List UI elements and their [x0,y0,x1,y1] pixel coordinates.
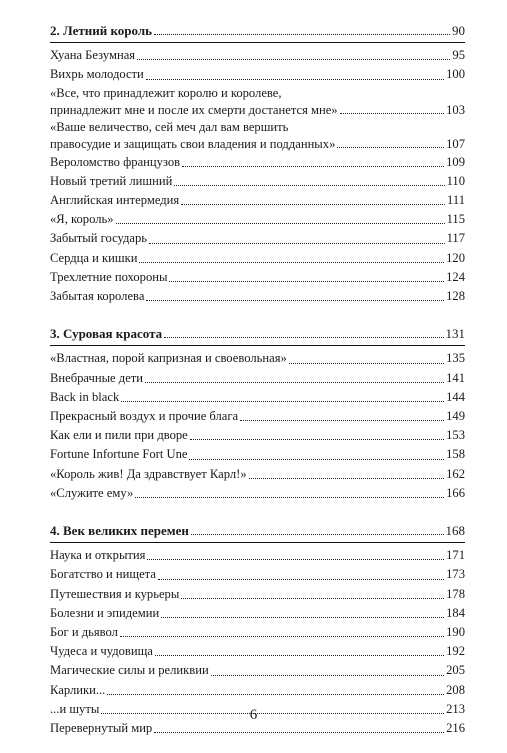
dot-leader [135,497,444,498]
dot-leader [181,598,444,599]
entry-title: ...и шуты [50,701,100,716]
entry-page: 128 [446,289,465,304]
entry-title: Наука и открытия [50,548,146,563]
toc-entry [50,585,465,604]
section-page: 168 [445,523,465,539]
toc-section [50,324,465,503]
entry-page: 153 [446,428,465,443]
entry-page: 208 [446,682,465,697]
toc-entry [50,153,465,172]
entry-title: Путешествия и курьеры [50,586,180,601]
section-gap [50,306,465,324]
dot-leader [149,243,445,244]
entry-title: Вихрь молодости [50,67,144,82]
toc-entry [50,445,465,464]
dot-leader [121,401,444,402]
entry-title: Забытый государь [50,231,148,246]
entry-page: 117 [446,231,465,246]
toc-entry [50,65,465,84]
dot-leader [174,185,444,186]
entry-page: 184 [446,605,465,620]
dot-leader [240,420,444,421]
entry-page: 149 [446,409,465,424]
entry-title-line: принадлежит мне и после их смерти достанется мне» [50,102,338,117]
toc-entry [50,191,465,210]
dot-leader [161,617,444,618]
dot-leader [182,166,444,167]
entry-page: 95 [452,48,465,63]
section-heading [50,521,465,540]
dot-leader [120,636,444,637]
dot-leader [337,147,444,148]
entry-page: 166 [446,485,465,500]
toc-entry [50,268,465,287]
toc-entry [50,604,465,623]
heading-rule [50,542,465,543]
entry-page: 110 [446,173,465,188]
entry-title: Карлики... [50,682,106,697]
entry-page: 103 [446,102,465,117]
toc-entry [50,642,465,661]
toc-entry [50,249,465,268]
entry-title: «Король жив! Да здравствует Карл!» [50,466,247,481]
dot-leader [164,337,443,338]
entry-page: 216 [446,721,465,736]
toc-entry [50,287,465,306]
dot-leader [107,694,444,695]
entry-title: Бог и дьявол [50,625,118,640]
toc-entry [50,349,465,368]
entry-title: Перевернутый мир [50,721,153,736]
entry-page: 171 [446,548,465,563]
entry-page: 107 [446,136,465,151]
entry-title: Чудеса и чудовища [50,644,153,659]
entry-title: Fortune Infortune Fort Une [50,447,188,462]
toc-section [50,521,465,738]
entry-page: 115 [446,212,465,227]
entry-title: Болезни и эпидемии [50,605,160,620]
toc-entry [50,46,465,65]
entry-title: Забытая королева [50,289,145,304]
toc-entry [50,210,465,229]
toc-entry [50,484,465,503]
entry-page: 205 [446,663,465,678]
section-page: 131 [445,326,465,342]
dot-leader [211,675,444,676]
entry-page: 178 [446,586,465,601]
entry-title-line: «Ваше величество, сей меч дал вам вершить [50,119,289,134]
dot-leader [249,478,444,479]
section-title: 4. Век великих перемен [50,523,189,539]
dot-leader [181,204,445,205]
dot-leader [139,262,444,263]
entry-page: 135 [446,351,465,366]
dot-leader [116,223,445,224]
table-of-contents [50,21,465,738]
entry-title: «Властная, порой капризная и своевольная» [50,351,287,366]
dot-leader [190,439,444,440]
dot-leader [169,281,444,282]
toc-entry [50,172,465,191]
toc-entry [50,565,465,584]
toc-entry [50,546,465,565]
entry-title: «Служите ему» [50,485,134,500]
dot-leader [154,34,450,35]
heading-rule [50,42,465,43]
entry-page: 120 [446,250,465,265]
section-heading [50,324,465,343]
entry-page: 192 [446,644,465,659]
section-gap [50,503,465,521]
dot-leader [154,732,444,733]
entry-title: Как ели и пили при дворе [50,428,188,443]
entry-page: 162 [446,466,465,481]
toc-entry [50,465,465,484]
toc-entry [50,426,465,445]
dot-leader [147,559,444,560]
toc-entry [50,229,465,248]
section-title: 2. Летний король [50,23,153,38]
entry-page: 173 [446,567,465,582]
dot-leader [191,534,444,535]
entry-page: 109 [446,154,465,169]
entry-title: Хуана Безумная [50,48,136,63]
dot-leader [155,655,444,656]
entry-page: 111 [447,193,465,208]
toc-entry [50,407,465,426]
toc-entry [50,119,465,153]
dot-leader [146,79,444,80]
entry-title: Back in black [50,389,120,404]
entry-title: Прекрасный воздух и прочие блага [50,409,239,424]
entry-title: Магические силы и реликвии [50,663,209,678]
section-heading [50,21,465,40]
toc-entry [50,681,465,700]
section-title: 3. Суровая красота [50,326,163,342]
dot-leader [340,113,445,114]
dot-leader [145,382,444,383]
entry-title: «Я, король» [50,212,114,227]
entry-title: Трехлетние похороны [50,269,168,284]
entry-title: Внебрачные дети [50,370,144,385]
entry-page: 190 [446,625,465,640]
toc-entry [50,369,465,388]
heading-rule [50,345,465,346]
toc-entry [50,661,465,680]
toc-section [50,21,465,306]
entry-page: 158 [446,447,465,462]
entry-page: 144 [446,389,465,404]
entry-title: Новый третий лишний [50,173,173,188]
entry-page: 100 [446,67,465,82]
entry-title: Английская интермедия [50,193,180,208]
entry-title: Сердца и кишки [50,250,138,265]
dot-leader [158,579,444,580]
toc-entry [50,623,465,642]
entry-page: 124 [446,269,465,284]
dot-leader [189,459,444,460]
entry-title: Богатство и нищета [50,567,156,582]
section-page: 90 [452,23,465,38]
dot-leader [289,363,444,364]
toc-entry [50,388,465,407]
entry-title-line: «Все, что принадлежит королю и королеве, [50,85,282,100]
dot-leader [137,59,450,60]
entry-page: 141 [446,370,465,385]
entry-title: Вероломство французов [50,154,181,169]
entry-title-line: правосудие и защищать свои владения и подданных» [50,136,336,151]
entry-page: 213 [446,701,465,716]
page-number: 6 [249,707,258,723]
dot-leader [146,300,444,301]
toc-entry [50,85,465,119]
